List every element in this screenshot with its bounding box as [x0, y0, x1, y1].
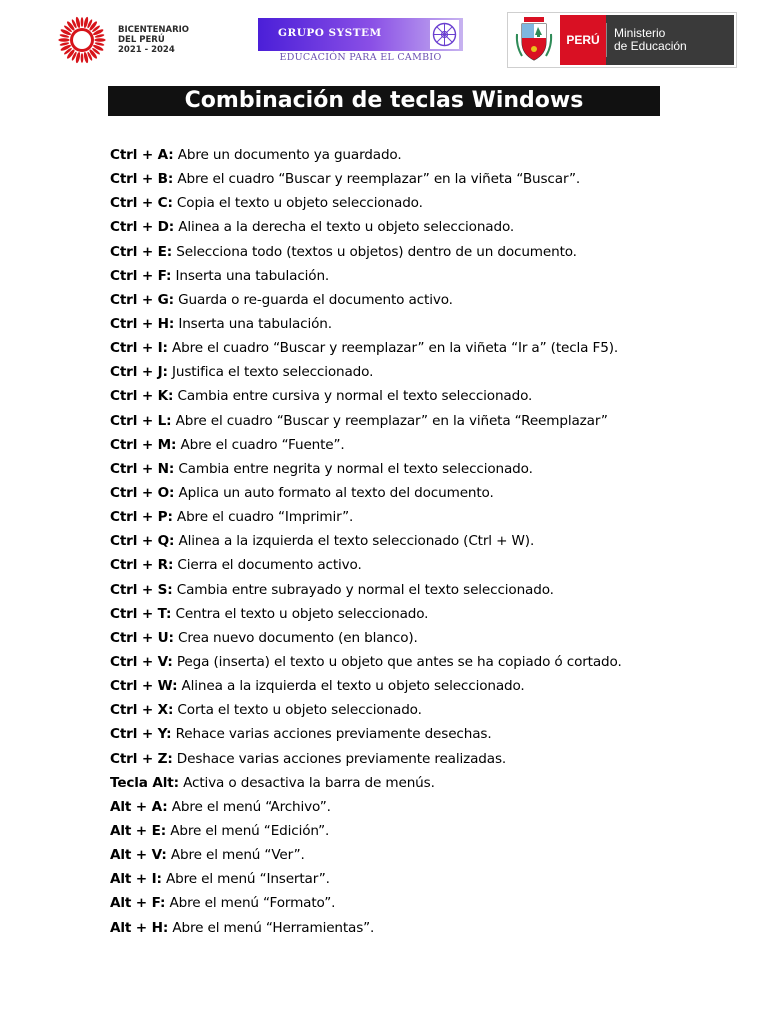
shortcut-key: Alt + H: — [110, 919, 169, 936]
shortcut-description: Inserta una tabulación. — [171, 267, 330, 284]
shortcut-key: Ctrl + V: — [110, 653, 173, 670]
shortcut-description: Crea nuevo documento (en blanco). — [173, 629, 418, 646]
shortcut-description: Abre el cuadro “Buscar y reemplazar” en la viñeta “Buscar”. — [173, 171, 581, 188]
peru-label: PERÚ — [560, 15, 606, 65]
shortcut-description: Abre el cuadro “Buscar y reemplazar” en la viñeta “Reemplazar” — [171, 412, 608, 429]
shortcut-item — [110, 843, 730, 867]
shortcut-item — [110, 191, 730, 215]
shortcut-description: Alinea a la derecha el texto u objeto seleccionado. — [174, 219, 515, 236]
shortcut-description: Abre un documento ya guardado. — [173, 147, 402, 163]
shortcut-item — [110, 505, 730, 529]
shortcut-item — [110, 288, 730, 312]
shortcut-key: Ctrl + L: — [110, 412, 172, 429]
page-title: Combinación de teclas Windows — [108, 86, 660, 116]
shortcut-description: Abre el menú “Herramientas”. — [168, 919, 375, 936]
shortcut-list — [110, 143, 730, 940]
shortcut-key: Ctrl + P: — [110, 509, 173, 526]
shortcut-item — [110, 578, 730, 602]
shortcut-key: Ctrl + G: — [110, 291, 174, 308]
shortcut-item — [110, 481, 730, 505]
bicentenario-line2: DEL PERÚ — [118, 35, 165, 45]
shortcut-key: Ctrl + H: — [110, 315, 175, 332]
shortcut-description: Cambia entre cursiva y normal el texto seleccionado. — [173, 388, 533, 405]
shortcut-key: Tecla Alt: — [110, 774, 179, 791]
shortcut-key: Ctrl + X: — [110, 702, 174, 719]
shortcut-description: Abre el menú “Insertar”. — [161, 871, 330, 888]
shortcut-item — [110, 409, 730, 433]
shortcut-item — [110, 771, 730, 795]
shortcut-key: Ctrl + C: — [110, 195, 173, 212]
shortcut-description: Abre el menú “Formato”. — [165, 895, 336, 912]
shortcut-key: Alt + E: — [110, 822, 167, 839]
shortcut-item — [110, 891, 730, 915]
shortcut-item — [110, 553, 730, 577]
bicentenario-line3: 2021 - 2024 — [118, 45, 175, 55]
shortcut-item — [110, 384, 730, 408]
shortcut-key: Ctrl + W: — [110, 678, 178, 695]
shortcut-item — [110, 529, 730, 553]
shortcut-item — [110, 602, 730, 626]
shortcut-key: Alt + I: — [110, 871, 162, 888]
shortcut-item — [110, 650, 730, 674]
shortcut-item — [110, 698, 730, 722]
shortcut-key: Ctrl + Z: — [110, 750, 173, 767]
document-header — [0, 0, 768, 80]
shortcut-description: Abre el cuadro “Buscar y reemplazar” en la viñeta “Ir a” (tecla F5). — [167, 340, 619, 357]
shortcut-description: Cambia entre negrita y normal el texto seleccionado. — [174, 460, 533, 477]
shortcut-key: Ctrl + A: — [110, 147, 174, 163]
shortcut-item — [110, 240, 730, 264]
shortcut-key: Ctrl + N: — [110, 460, 175, 477]
shortcut-description: Pega (inserta) el texto u objeto que antes se ha copiado ó cortado. — [172, 653, 622, 670]
shortcut-item — [110, 626, 730, 650]
shortcut-item — [110, 795, 730, 819]
shortcut-description: Cierra el documento activo. — [173, 557, 362, 574]
shortcut-key: Ctrl + J: — [110, 364, 168, 381]
shortcut-item — [110, 143, 730, 167]
shortcut-item — [110, 819, 730, 843]
shortcut-key: Ctrl + T: — [110, 605, 172, 622]
shortcut-key: Ctrl + F: — [110, 267, 172, 284]
shortcut-description: Abre el menú “Ver”. — [166, 847, 305, 864]
shortcut-item — [110, 916, 730, 940]
shortcut-key: Ctrl + R: — [110, 557, 174, 574]
shortcut-key: Ctrl + O: — [110, 484, 175, 501]
peru-coat-of-arms-icon — [514, 16, 554, 64]
ministerio-educacion-logo — [507, 12, 737, 68]
bicentenario-line1: BICENTENARIO — [118, 25, 190, 35]
shortcut-item — [110, 264, 730, 288]
ministerio-line1: Ministerio — [614, 26, 666, 40]
shortcut-key: Ctrl + U: — [110, 629, 174, 646]
shortcut-description: Deshace varias acciones previamente realizadas. — [172, 750, 507, 767]
shortcut-description: Abre el cuadro “Imprimir”. — [172, 509, 354, 526]
bicentenario-text — [118, 25, 189, 55]
shortcut-key: Alt + A: — [110, 798, 168, 815]
shortcut-item — [110, 747, 730, 771]
shortcut-item — [110, 722, 730, 746]
shortcut-key: Alt + F: — [110, 895, 166, 912]
shortcut-description: Abre el menú “Archivo”. — [167, 798, 331, 815]
shortcut-item — [110, 433, 730, 457]
shortcut-description: Alinea a la izquierda el texto seleccionado (Ctrl + W). — [174, 533, 535, 550]
shortcut-key: Ctrl + D: — [110, 219, 175, 236]
shortcut-description: Abre el cuadro “Fuente”. — [176, 436, 345, 453]
shortcut-item — [110, 167, 730, 191]
shortcut-key: Ctrl + E: — [110, 243, 173, 260]
shortcut-item — [110, 336, 730, 360]
grupo-system-name: GRUPO SYSTEM — [278, 27, 382, 39]
shortcut-description: Rehace varias acciones previamente desechas. — [171, 726, 492, 743]
shortcut-description: Corta el texto u objeto seleccionado. — [173, 702, 422, 719]
ministerio-label — [606, 15, 734, 65]
shortcut-item — [110, 312, 730, 336]
ministerio-divider — [606, 23, 607, 57]
shortcut-description: Copia el texto u objeto seleccionado. — [172, 195, 423, 212]
shortcut-description: Selecciona todo (textos u objetos) dentro de un documento. — [172, 243, 577, 260]
shortcut-description: Cambia entre subrayado y normal el texto seleccionado. — [172, 581, 554, 598]
grupo-system-slogan: EDUCACIÓN PARA EL CAMBIO — [279, 52, 442, 63]
shortcut-key: Ctrl + Y: — [110, 726, 172, 743]
shortcut-description: Abre el menú “Edición”. — [166, 822, 330, 839]
grupo-system-logo — [258, 18, 463, 64]
shortcut-key: Ctrl + S: — [110, 581, 173, 598]
shortcut-item — [110, 360, 730, 384]
grupo-system-emblem-icon — [430, 20, 459, 49]
shortcut-description: Inserta una tabulación. — [174, 315, 332, 332]
shortcut-description: Justifica el texto seleccionado. — [167, 364, 374, 381]
shortcut-item — [110, 867, 730, 891]
shortcut-item — [110, 215, 730, 239]
shortcut-key: Ctrl + K: — [110, 388, 174, 405]
ministerio-line2: de Educación — [614, 39, 687, 53]
grupo-system-banner — [258, 18, 463, 51]
shortcut-description: Activa o desactiva la barra de menús. — [178, 774, 435, 791]
shortcut-key: Ctrl + B: — [110, 171, 174, 188]
shortcut-key: Ctrl + I: — [110, 340, 168, 357]
bicentenario-sun-icon — [54, 12, 110, 68]
shortcut-key: Alt + V: — [110, 847, 167, 864]
shortcut-key: Ctrl + M: — [110, 436, 177, 453]
shortcut-description: Guarda o re-guarda el documento activo. — [173, 291, 453, 308]
shortcut-item — [110, 674, 730, 698]
shortcut-description: Aplica un auto formato al texto del documento. — [174, 484, 494, 501]
bicentenario-logo — [54, 12, 214, 64]
shortcut-description: Alinea a la izquierda el texto u objeto seleccionado. — [177, 678, 525, 695]
shortcut-description: Centra el texto u objeto seleccionado. — [171, 605, 429, 622]
shortcut-key: Ctrl + Q: — [110, 533, 175, 550]
shortcut-item — [110, 457, 730, 481]
